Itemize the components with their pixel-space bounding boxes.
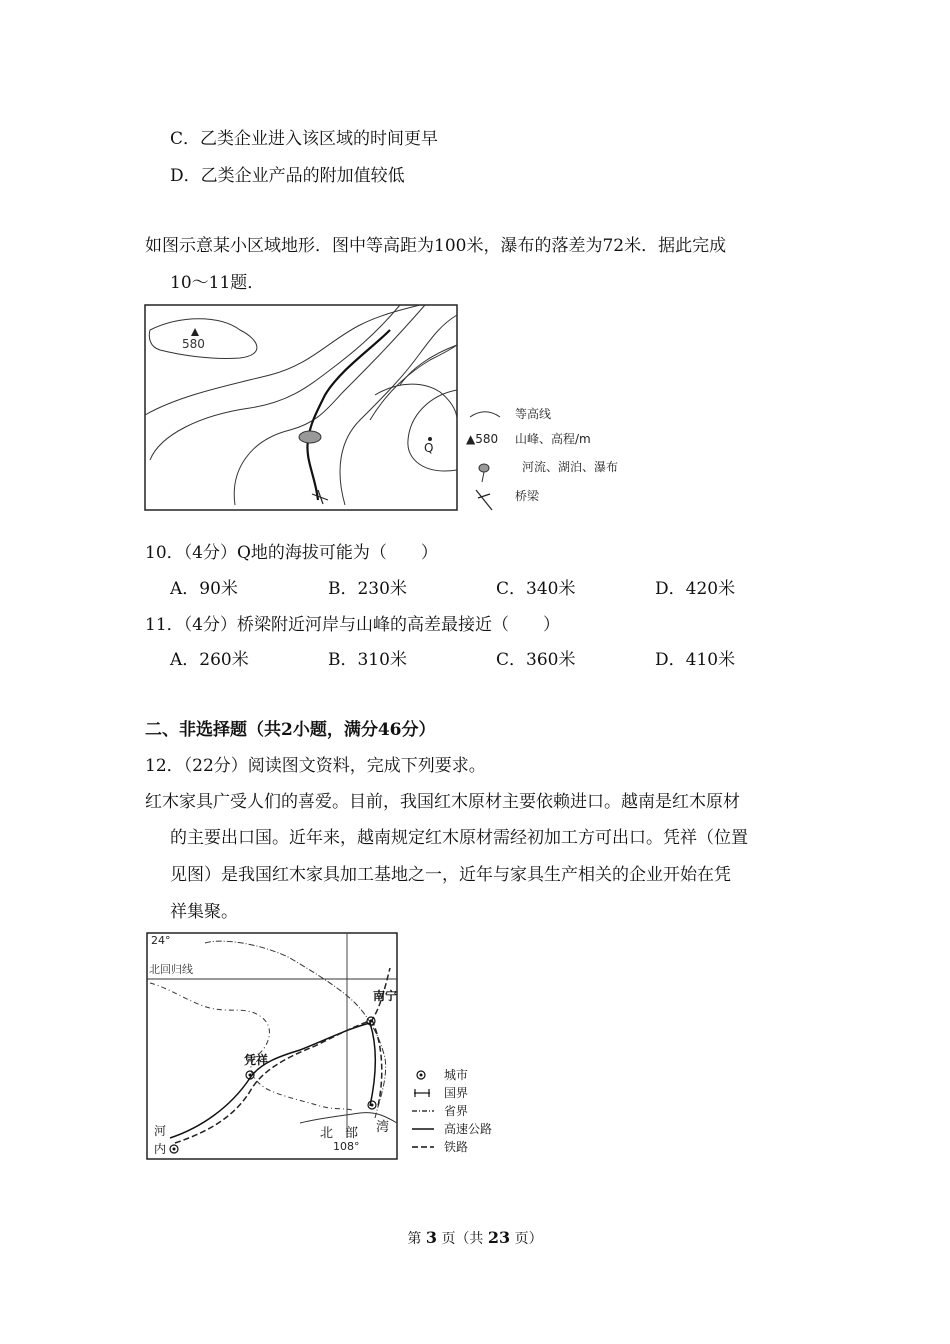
highway xyxy=(370,1023,375,1106)
legend-peak-value: ▲580 xyxy=(466,432,499,446)
contour-line xyxy=(145,305,420,415)
province-border xyxy=(205,941,386,1118)
question-11-stem: 11．（4分）桥梁附近河岸与山峰的高差最接近（ ） xyxy=(145,615,560,635)
q10-option-c: C．340米 xyxy=(496,579,576,599)
footer-total-pages: 23 xyxy=(487,1228,511,1247)
q12-para-line: 的主要出口国。近年来，越南规定红木原材需经初加工方可出口。凭祥（位置 xyxy=(170,828,748,848)
q11-option-c: C．360米 xyxy=(496,650,576,670)
q11-option-d: D．410米 xyxy=(655,650,736,670)
legend-province-border: 省界 xyxy=(444,1104,469,1118)
tropic-label: 北回归线 xyxy=(149,963,193,976)
gulf-label-2: 部 xyxy=(345,1126,359,1141)
gulf-label-3: 湾 xyxy=(376,1120,390,1135)
city-coastal xyxy=(368,1101,376,1109)
question-12-stem: 12．（22分）阅读图文资料，完成下列要求。 xyxy=(145,756,486,776)
city-hanoi xyxy=(154,1124,178,1156)
map-legend xyxy=(412,1068,492,1154)
legend-railway: 铁路 xyxy=(444,1140,469,1154)
legend-peak: 山峰、高程/m xyxy=(515,432,591,446)
contour-line xyxy=(150,305,400,460)
point-q-label: Q xyxy=(424,441,434,455)
legend-water: 河流、湖泊、瀑布 xyxy=(522,460,619,474)
legend-city: 城市 xyxy=(444,1068,469,1082)
footer-post: 页） xyxy=(514,1231,543,1247)
peak-elevation-label: 580 xyxy=(182,337,205,351)
terrain-map xyxy=(140,300,660,520)
hanoi-label-1: 河 xyxy=(154,1124,167,1138)
nanning-label: 南宁 xyxy=(373,989,398,1003)
city-pingxiang xyxy=(244,1052,268,1079)
contour-line xyxy=(400,345,457,385)
section-2-title: 二、非选择题（共2小题，满分46分） xyxy=(145,720,436,740)
q11-option-b: B．310米 xyxy=(328,650,407,670)
legend-highway: 高速公路 xyxy=(444,1122,493,1136)
latitude-label: 24° xyxy=(151,934,171,947)
intro-line-2: 10～11题． xyxy=(170,273,265,293)
question-10-stem: 10．（4分）Q地的海拔可能为（ ） xyxy=(145,543,438,563)
longitude-label: 108° xyxy=(333,1140,360,1153)
footer-pre: 第 xyxy=(407,1231,422,1247)
hanoi-label-2: 内 xyxy=(154,1142,167,1156)
intro-line-1: 如图示意某小区域地形．图中等高距为100米，瀑布的落差为72米．据此完成 xyxy=(145,236,727,256)
q10-option-b: B．230米 xyxy=(328,579,407,599)
legend-contour: 等高线 xyxy=(515,407,552,421)
footer-page-number: 3 xyxy=(425,1228,437,1247)
legend-national-border: 国界 xyxy=(444,1086,469,1100)
q11-option-a: A．260米 xyxy=(170,650,249,670)
pingxiang-label: 凭祥 xyxy=(244,1053,269,1067)
location-map xyxy=(140,928,520,1163)
q12-para-line: 红木家具广受人们的喜爱。目前，我国红木原材主要依赖进口。越南是红木原材 xyxy=(145,792,740,812)
gulf-label-1: 北 xyxy=(320,1126,334,1141)
railway xyxy=(372,1020,382,1106)
lake xyxy=(299,431,321,443)
q10-option-d: D．420米 xyxy=(655,579,736,599)
peak-marker xyxy=(182,328,205,351)
highway xyxy=(170,1023,370,1138)
footer-mid: 页（共 xyxy=(441,1231,484,1247)
option-c-prev: C．乙类企业进入该区域的时间更早 xyxy=(170,129,439,149)
legend-bridge: 桥梁 xyxy=(515,489,540,503)
contour-line xyxy=(234,305,425,505)
bridge-marker xyxy=(312,490,328,504)
contour-line xyxy=(340,315,457,505)
page-footer xyxy=(0,1228,950,1248)
contour-line xyxy=(375,384,457,420)
q10-option-a: A．90米 xyxy=(170,579,238,599)
option-d-prev: D．乙类企业产品的附加值较低 xyxy=(170,166,405,186)
q12-para-line: 祥集聚。 xyxy=(170,902,238,922)
contour-line xyxy=(370,345,457,420)
q12-para-line: 见图）是我国红木家具加工基地之一，近年与家具生产相关的企业开始在凭 xyxy=(170,865,731,885)
map-legend xyxy=(466,406,618,510)
